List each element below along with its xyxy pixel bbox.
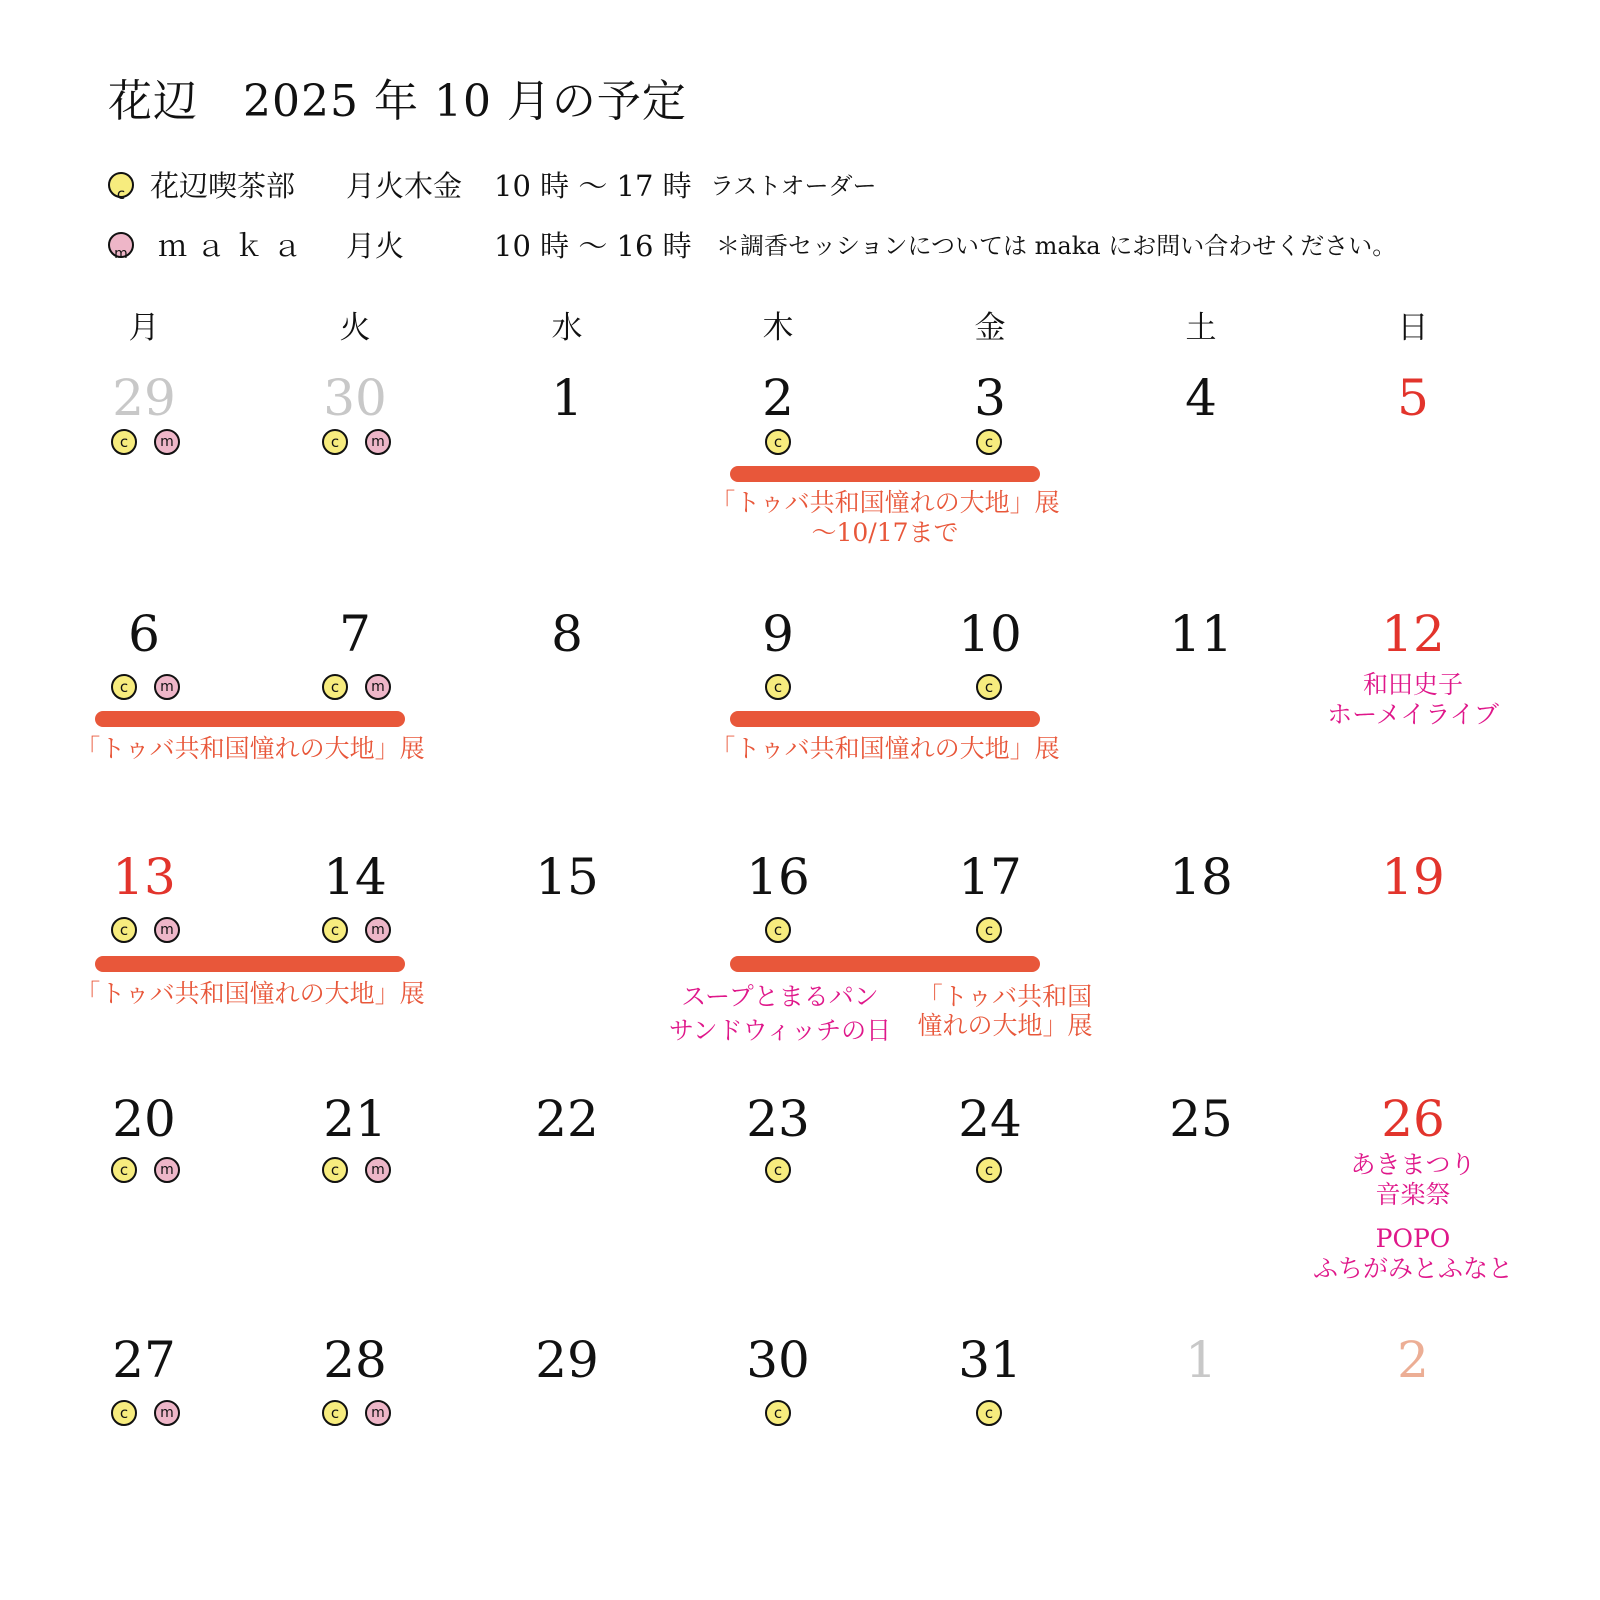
cafe-badge-icon: c — [322, 1400, 348, 1426]
day-cell[interactable]: 17 — [958, 848, 1022, 906]
maka-badge-icon: m — [365, 917, 391, 943]
weekday-tue: 火 — [339, 310, 371, 346]
maka-badge-icon: m — [154, 1400, 180, 1426]
day-cell[interactable]: 23 — [746, 1090, 810, 1148]
day-cell[interactable]: 16 — [746, 848, 810, 906]
cafe-badge-icon: c — [765, 429, 791, 455]
cafe-badge-icon: c — [976, 429, 1002, 455]
day-cell[interactable]: 31 — [958, 1331, 1022, 1389]
cafe-badge-icon: c — [111, 917, 137, 943]
day-cell[interactable]: 15 — [535, 848, 599, 906]
legend-cafe-name: 花辺喫茶部 — [150, 169, 296, 203]
weekday-fri: 金 — [974, 310, 1006, 346]
cafe-badge-icon: c — [322, 917, 348, 943]
day-cell[interactable]: 7 — [339, 605, 371, 663]
event-label: あきまつり — [1350, 1150, 1476, 1179]
cafe-badge-icon: c — [111, 1157, 137, 1183]
maka-badge-icon: m — [154, 917, 180, 943]
legend-cafe-days: 月火木金 — [346, 169, 463, 203]
day-cell[interactable]: 28 — [323, 1331, 387, 1389]
cafe-badge-icon: c — [976, 1400, 1002, 1426]
day-cell[interactable]: 20 — [112, 1090, 176, 1148]
maka-badge-icon: m — [365, 1400, 391, 1426]
day-cell[interactable]: 26 — [1381, 1090, 1445, 1148]
event-label: ホーメイライブ — [1327, 700, 1499, 729]
event-label: 「トゥバ共和国憧れの大地」展 — [75, 734, 425, 763]
day-cell[interactable]: 13 — [112, 848, 176, 906]
maka-badge-icon: m — [154, 674, 180, 700]
event-label: POPO — [1375, 1224, 1451, 1253]
day-cell[interactable]: 22 — [535, 1090, 599, 1148]
day-cell[interactable]: 30 — [323, 369, 387, 427]
cafe-badge-icon: c — [111, 674, 137, 700]
cafe-badge-icon: c — [765, 674, 791, 700]
event-label: 「トゥバ共和国憧れの大地」展 — [710, 734, 1060, 763]
weekday-sat: 土 — [1185, 310, 1217, 346]
event-bar — [95, 711, 405, 727]
cafe-badge-icon: c — [976, 917, 1002, 943]
event-label: サンドウィッチの日 — [668, 1016, 892, 1045]
legend-cafe-hours: 10 時 〜 17 時 — [494, 169, 692, 203]
cafe-badge-icon: c — [111, 1400, 137, 1426]
event-label: 「トゥバ共和国憧れの大地」展 — [75, 979, 425, 1008]
day-cell[interactable]: 12 — [1381, 605, 1445, 663]
day-cell[interactable]: 1 — [1185, 1331, 1217, 1389]
maka-badge-icon: m — [365, 1157, 391, 1183]
day-cell[interactable]: 4 — [1185, 369, 1217, 427]
day-cell[interactable]: 9 — [762, 605, 794, 663]
maka-badge-icon: m — [365, 429, 391, 455]
event-label: 〜10/17まで — [811, 518, 959, 547]
cafe-badge-icon: c — [765, 1157, 791, 1183]
day-cell[interactable]: 29 — [535, 1331, 599, 1389]
maka-badge-icon: m — [154, 429, 180, 455]
event-label: ふちがみとふなと — [1312, 1254, 1513, 1283]
day-cell[interactable]: 25 — [1169, 1090, 1233, 1148]
event-label: 憧れの大地」展 — [917, 1011, 1093, 1040]
day-cell[interactable]: 3 — [974, 369, 1006, 427]
day-cell[interactable]: 27 — [112, 1331, 176, 1389]
maka-badge-icon: m — [154, 1157, 180, 1183]
page-title: 花辺 2025 年 10 月の予定 — [108, 76, 687, 127]
cafe-badge-icon: c — [108, 172, 134, 198]
legend-maka-hours: 10 時 〜 16 時 — [494, 229, 692, 263]
legend-maka-note: ＊調香セッションについては maka にお問い合わせください。 — [716, 232, 1397, 260]
event-label: スープとまるパン — [681, 982, 879, 1011]
cafe-badge-icon: c — [111, 429, 137, 455]
day-cell[interactable]: 11 — [1169, 605, 1233, 663]
event-label: 「トゥバ共和国 — [917, 982, 1093, 1011]
weekday-wed: 水 — [551, 310, 583, 346]
day-cell[interactable]: 5 — [1397, 369, 1429, 427]
cafe-badge-icon: c — [976, 674, 1002, 700]
cafe-badge-icon: c — [765, 917, 791, 943]
event-bar — [730, 956, 1040, 972]
weekday-thu: 木 — [762, 310, 794, 346]
day-cell[interactable]: 10 — [958, 605, 1022, 663]
event-label: 音楽祭 — [1375, 1180, 1451, 1209]
cafe-badge-icon: c — [765, 1400, 791, 1426]
legend-maka-name: ｍ ａ ｋ ａ — [158, 229, 302, 263]
weekday-sun: 日 — [1397, 310, 1429, 346]
event-label: 和田史子 — [1362, 670, 1463, 699]
cafe-badge-icon: c — [976, 1157, 1002, 1183]
day-cell[interactable]: 2 — [762, 369, 794, 427]
event-bar — [730, 711, 1040, 727]
day-cell[interactable]: 19 — [1381, 848, 1445, 906]
maka-badge-icon: m — [108, 232, 134, 258]
weekday-mon: 月 — [128, 310, 160, 346]
event-bar — [730, 466, 1040, 482]
day-cell[interactable]: 30 — [746, 1331, 810, 1389]
day-cell[interactable]: 2 — [1397, 1331, 1429, 1389]
legend-cafe-note: ラストオーダー — [710, 172, 877, 200]
maka-badge-icon: m — [365, 674, 391, 700]
day-cell[interactable]: 14 — [323, 848, 387, 906]
event-label: 「トゥバ共和国憧れの大地」展 — [710, 488, 1060, 517]
cafe-badge-icon: c — [322, 429, 348, 455]
day-cell[interactable]: 24 — [958, 1090, 1022, 1148]
event-bar — [95, 956, 405, 972]
day-cell[interactable]: 6 — [128, 605, 160, 663]
day-cell[interactable]: 1 — [551, 369, 583, 427]
cafe-badge-icon: c — [322, 1157, 348, 1183]
legend-maka-days: 月火 — [346, 229, 405, 263]
day-cell[interactable]: 8 — [551, 605, 583, 663]
day-cell[interactable]: 29 — [112, 369, 176, 427]
cafe-badge-icon: c — [322, 674, 348, 700]
day-cell[interactable]: 21 — [323, 1090, 387, 1148]
day-cell[interactable]: 18 — [1169, 848, 1233, 906]
